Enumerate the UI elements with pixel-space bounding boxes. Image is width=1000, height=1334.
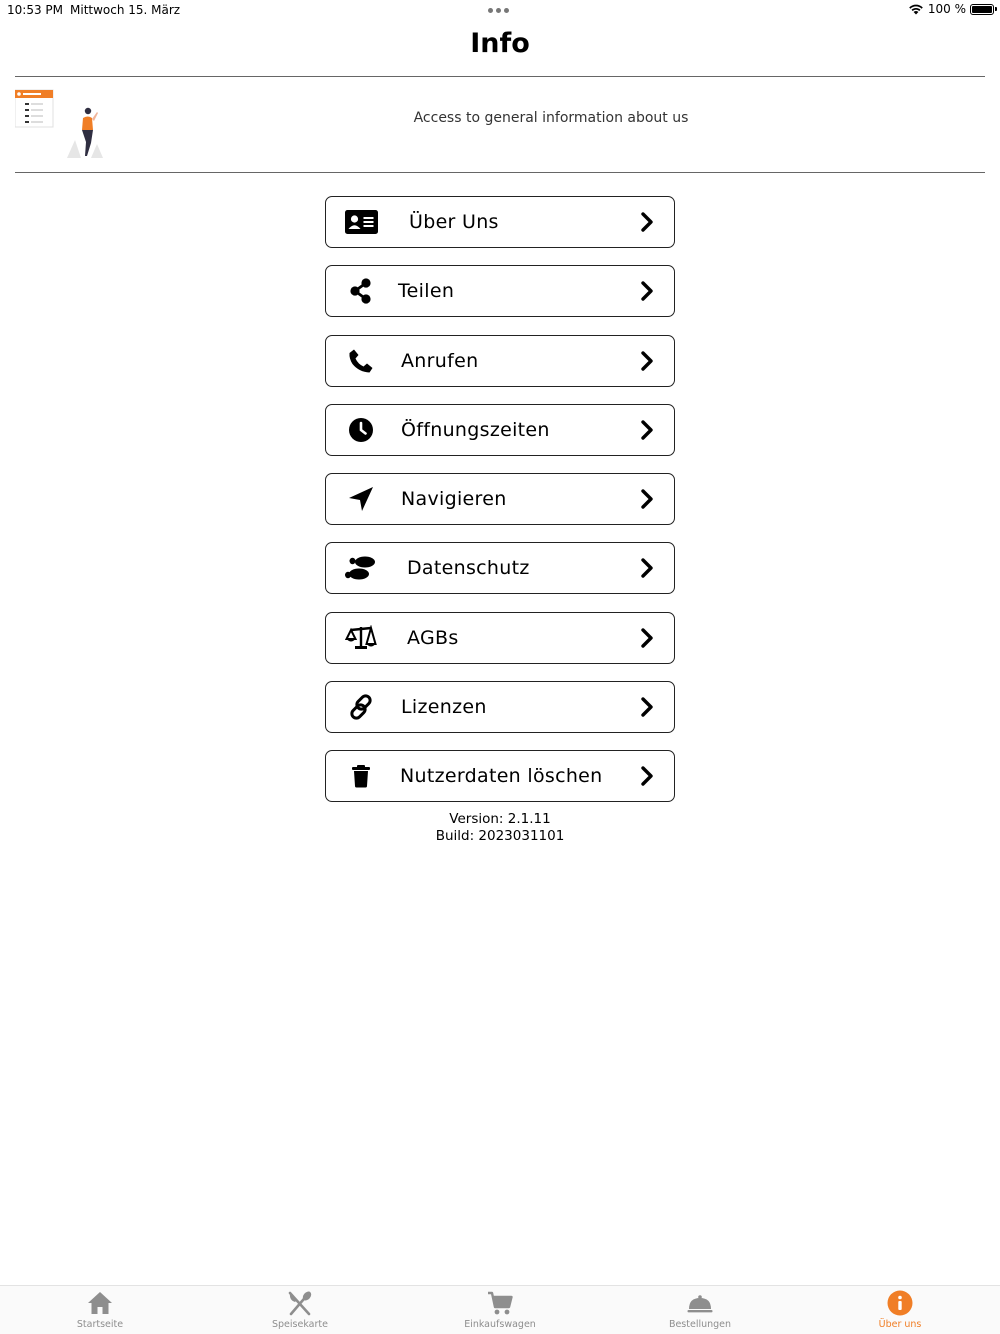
share-icon: [344, 278, 378, 304]
chevron-right-icon: [640, 212, 654, 232]
multitasking-dots-icon[interactable]: [488, 8, 509, 13]
menu-item-datenschutz[interactable]: [325, 542, 675, 594]
battery-icon: [970, 4, 994, 15]
menu-item-teilen[interactable]: [325, 265, 675, 317]
chevron-right-icon: [640, 281, 654, 301]
menu-item-label: Öffnungszeiten: [401, 418, 550, 441]
chevron-right-icon: [640, 420, 654, 440]
chevron-right-icon: [640, 558, 654, 578]
tab-label: Speisekarte: [272, 1319, 328, 1330]
id-card-icon: [344, 209, 378, 235]
cloche-icon: [687, 1290, 713, 1316]
tab-label: Einkaufswagen: [464, 1319, 536, 1330]
info-description: Access to general information about us: [413, 110, 689, 126]
cart-icon: [487, 1290, 513, 1316]
menu-item-oeffnungszeiten[interactable]: [325, 404, 675, 456]
utensils-icon: [287, 1290, 313, 1316]
link-icon: [344, 694, 378, 720]
menu-item-label: Über Uns: [409, 211, 499, 233]
chevron-right-icon: [640, 766, 654, 786]
menu-item-navigieren[interactable]: [325, 473, 675, 525]
chevron-right-icon: [640, 351, 654, 371]
menu-item-label: Anrufen: [401, 349, 479, 372]
menu-item-label: AGBs: [407, 626, 459, 649]
trash-icon: [344, 763, 378, 789]
tab-startseite[interactable]: [0, 1286, 200, 1334]
info-icon: [887, 1290, 913, 1316]
wifi-icon: [908, 3, 924, 15]
menu-item-label: Teilen: [398, 280, 455, 303]
menu-item-lizenzen[interactable]: [325, 681, 675, 733]
chevron-right-icon: [640, 628, 654, 648]
phone-icon: [344, 348, 378, 374]
page-title: Info: [470, 28, 530, 59]
menu-item-label: Datenschutz: [407, 557, 530, 580]
tab-label: Bestellungen: [668, 1319, 732, 1330]
top-divider: [15, 76, 985, 77]
menu-item-ueber-uns[interactable]: [325, 196, 675, 248]
tab-bar: [0, 1285, 1000, 1334]
menu-item-label: Navigieren: [401, 488, 507, 511]
footprints-icon: [344, 555, 378, 581]
chevron-right-icon: [640, 489, 654, 509]
info-menu: [325, 196, 675, 820]
menu-item-nutzerdaten-loeschen[interactable]: [325, 750, 675, 802]
header-divider: [15, 172, 985, 173]
version-text: Version: 2.1.11: [449, 811, 551, 827]
status-right: [908, 2, 994, 16]
tab-einkaufswagen[interactable]: [400, 1286, 600, 1334]
menu-item-anrufen[interactable]: [325, 335, 675, 387]
tab-speisekarte[interactable]: [200, 1286, 400, 1334]
menu-item-label: Nutzerdaten löschen: [400, 765, 603, 788]
status-date: Mittwoch 15. März: [70, 3, 181, 17]
chevron-right-icon: [640, 697, 654, 717]
version-info: [0, 811, 1000, 845]
tab-label: Startseite: [76, 1319, 124, 1330]
home-icon: [87, 1290, 113, 1316]
tab-bestellungen[interactable]: [600, 1286, 800, 1334]
clock-icon: [344, 417, 378, 443]
status-bar: [0, 0, 1000, 20]
menu-item-label: Lizenzen: [401, 696, 487, 719]
scale-icon: [344, 625, 378, 651]
info-illustration-icon: [15, 88, 110, 163]
tab-label: Über uns: [878, 1319, 922, 1330]
status-time: 10:53 PM: [7, 3, 63, 17]
location-arrow-icon: [344, 486, 378, 512]
build-text: Build: 2023031101: [435, 828, 565, 844]
battery-percent: 100 %: [927, 2, 966, 16]
tab-ueber-uns[interactable]: [800, 1286, 1000, 1334]
menu-item-agbs[interactable]: [325, 612, 675, 664]
